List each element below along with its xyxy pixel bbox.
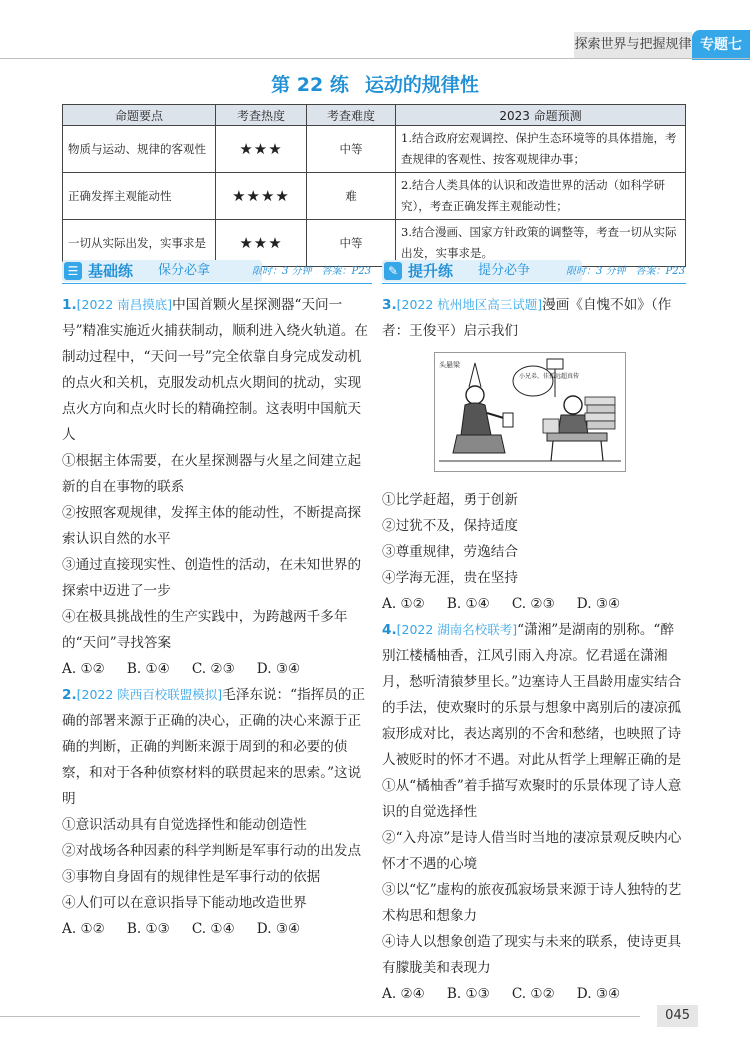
statement: ②对战场各种因素的科学判断是军事行动的出发点 [62, 843, 362, 859]
page-title [0, 70, 750, 97]
statement: ①意识活动具有自觉选择性和能动创造性 [62, 817, 307, 833]
option: A. ①② [62, 661, 105, 677]
question-stem: 毛泽东说：“指挥员的正确的部署来源于正确的决心，正确的决心来源于正确的判断，正确的判断来源于周到的和必要的侦察，和对于各种侦察材料的联贯起来的思索。”这说明 [62, 687, 366, 807]
question-3: 3.[2022 杭州地区高三试题]漫画《自愧不如》（作者：王俊平）启示我们 [382, 297, 672, 339]
table-heat: ★★★★ [216, 173, 307, 220]
question-stem: 漫画《自愧不如》（作者：王俊平）启示我们 [382, 297, 672, 339]
table-point: 正确发挥主观能动性 [63, 173, 216, 220]
cartoon-label: 头悬梁 [439, 361, 460, 369]
cartoon-speech: 小兄弟，佳孤远超真传 [519, 373, 580, 380]
table-forecast: 1.结合政府宏观调控、保护生态环境等的具体措施，考查规律的客观性、按客观规律办事； [396, 126, 686, 173]
option: C. ①④ [191, 921, 235, 937]
statement: ①根据主体需要，在火星探测器与火星之间建立起新的自在事物的联系 [62, 453, 362, 495]
list-icon: ☰ [64, 262, 82, 280]
question-4: 4.[2022 湖南名校联考]“潇湘”是湖南的别称。“醉别江楼橘柚香，江风引雨入舟凉。忆君遥在潇湘月，愁听清猿梦里长。”边塞诗人王昌龄用虚实结合的手法，使欢聚时的乐景与想象中离别后的凄凉孤寂形成对比，表达离别的不舍和愁绪，也映照了诗人被贬时的怀才不遇。对此从哲学上理解正确的是 [382, 622, 682, 768]
option: C. ②③ [511, 596, 555, 612]
left-column [62, 292, 372, 942]
table-forecast: 3.结合漫画、国家方针政策的调整等，考查一切从实际出发，实事求是。 [396, 220, 686, 267]
question-stem: “潇湘”是湖南的别称。“醉别江楼橘柚香，江风引雨入舟凉。忆君遥在潇湘月，愁听清猿梦里长。”边塞诗人王昌龄用虚实结合的手法，使欢聚时的乐景与想象中离别后的凄凉孤寂形成对比，表达离别的不舍和愁绪，也映照了诗人被贬时的怀才不遇。对此从哲学上理解正确的是 [382, 622, 682, 768]
table-difficulty: 难 [307, 173, 396, 220]
statement: ④学海无涯，贵在坚持 [382, 570, 518, 586]
exam-analysis-table [62, 104, 686, 267]
header-tag: 探索世界与把握规律 [574, 32, 692, 58]
statement: ②过犹不及，保持适度 [382, 518, 518, 534]
statement: ②“入舟凉”是诗人借当时当地的凄凉景观反映内心怀才不遇的心境 [382, 830, 682, 872]
question-source: [2022 杭州地区高三试题] [396, 297, 543, 312]
question-stem: 中国首颗火星探测器“天问一号”精准实施近火捕获制动，顺利进入绕火轨道。在制动过程中，“天问一号”完全依靠自身完成发动机的点火和关机，克服发动机点火期间的扰动，实现点火方向和点火时长的精确控制。这表明中国航天人 [62, 297, 369, 443]
table-heat: ★★★ [216, 126, 307, 173]
statement: ④人们可以在意识指导下能动地改造世界 [62, 895, 307, 911]
statement: ④在极具挑战性的生产实践中，为跨越两千多年的“天问”寻找答案 [62, 609, 348, 651]
statement: ①比学赶超，勇于创新 [382, 492, 518, 508]
table-header: 命题要点 [63, 105, 216, 126]
option: C. ①② [511, 986, 555, 1002]
question-source: [2022 南昌摸底] [76, 297, 173, 312]
table-difficulty: 中等 [307, 220, 396, 267]
table-header: 考查难度 [307, 105, 396, 126]
option: D. ③④ [576, 596, 621, 612]
option: B. ①③ [126, 921, 170, 937]
statement: ④诗人以想象创造了现实与未来的联系，使诗更具有朦胧美和表现力 [382, 934, 682, 976]
option: B. ①④ [446, 596, 490, 612]
lesson-number: 第 22 练 [271, 74, 349, 96]
cartoon-image [434, 352, 626, 472]
table-point: 物质与运动、规律的客观性 [63, 126, 216, 173]
basic-section-header [62, 260, 372, 284]
basic-time-limit: 限时：3 分钟 答案：P23 [252, 266, 371, 277]
statement: ③以“忆”虚构的旅夜孤寂场景来源于诗人独特的艺术构思和想象力 [382, 882, 682, 924]
statement: ①从“橘柚香”着手描写欢聚时的乐景体现了诗人意识的自觉选择性 [382, 778, 682, 820]
basic-section-subtitle: 保分必拿 [158, 263, 211, 278]
basic-section-title: 基础练 [88, 262, 134, 280]
answer-options [62, 916, 372, 942]
table-point: 一切从实际出发，实事求是 [63, 220, 216, 267]
option: A. ①② [382, 596, 425, 612]
table-difficulty: 中等 [307, 126, 396, 173]
table-header: 2023 命题预测 [396, 105, 686, 126]
option: D. ③④ [256, 661, 301, 677]
lesson-name: 运动的规律性 [364, 74, 479, 96]
advanced-section-title: 提升练 [408, 262, 454, 280]
option: A. ①② [62, 921, 105, 937]
question-1: 1.[2022 南昌摸底]中国首颗火星探测器“天问一号”精准实施近火捕获制动，顺利进入绕火轨道。在制动过程中，“天问一号”完全依靠自身完成发动机的点火和关机，克服发动机点火期间的扰动，实现点火方向和点火时长的精确控制。这表明中国航天人 [62, 297, 369, 443]
answer-options [382, 591, 686, 617]
advanced-section-header [382, 260, 686, 284]
statement: ②按照客观规律，发挥主体的能动性，不断提高探索认识自然的水平 [62, 505, 362, 547]
advanced-section-subtitle: 提分必争 [478, 263, 531, 278]
statement: ③事物自身固有的规律性是军事行动的依据 [62, 869, 321, 885]
table-header: 考查热度 [216, 105, 307, 126]
statement: ③通过直接现实性、创造性的活动，在未知世界的探索中迈进了一步 [62, 557, 362, 599]
option: B. ①④ [126, 661, 170, 677]
option: D. ③④ [256, 921, 301, 937]
right-column [382, 292, 686, 1007]
header-topic: 专题七 [692, 30, 750, 60]
table-forecast: 2.结合人类具体的认识和改造世界的活动（如科学研究），考查正确发挥主观能动性； [396, 173, 686, 220]
question-source: [2022 湖南名校联考] [396, 622, 518, 637]
answer-options [62, 656, 372, 682]
advanced-time-limit: 限时：3 分钟 答案：P23 [566, 266, 685, 277]
footer-rule [0, 1016, 640, 1017]
option: B. ①③ [446, 986, 490, 1002]
header-rule [0, 58, 750, 59]
question-2: 2.[2022 陕西百校联盟模拟]毛泽东说：“指挥员的正确的部署来源于正确的决心，正确的决心来源于正确的判断，正确的判断来源于周到的和必要的侦察，和对于各种侦察材料的联贯起来的思索。”这说明 [62, 687, 366, 807]
table-heat: ★★★ [216, 220, 307, 267]
option: A. ②④ [382, 986, 425, 1002]
answer-options [382, 981, 686, 1007]
page-number: 045 [657, 1005, 698, 1027]
question-source: [2022 陕西百校联盟模拟] [76, 687, 223, 702]
option: D. ③④ [576, 986, 621, 1002]
option: C. ②③ [191, 661, 235, 677]
pencil-icon: ✎ [384, 262, 402, 280]
statement: ③尊重规律，劳逸结合 [382, 544, 518, 560]
